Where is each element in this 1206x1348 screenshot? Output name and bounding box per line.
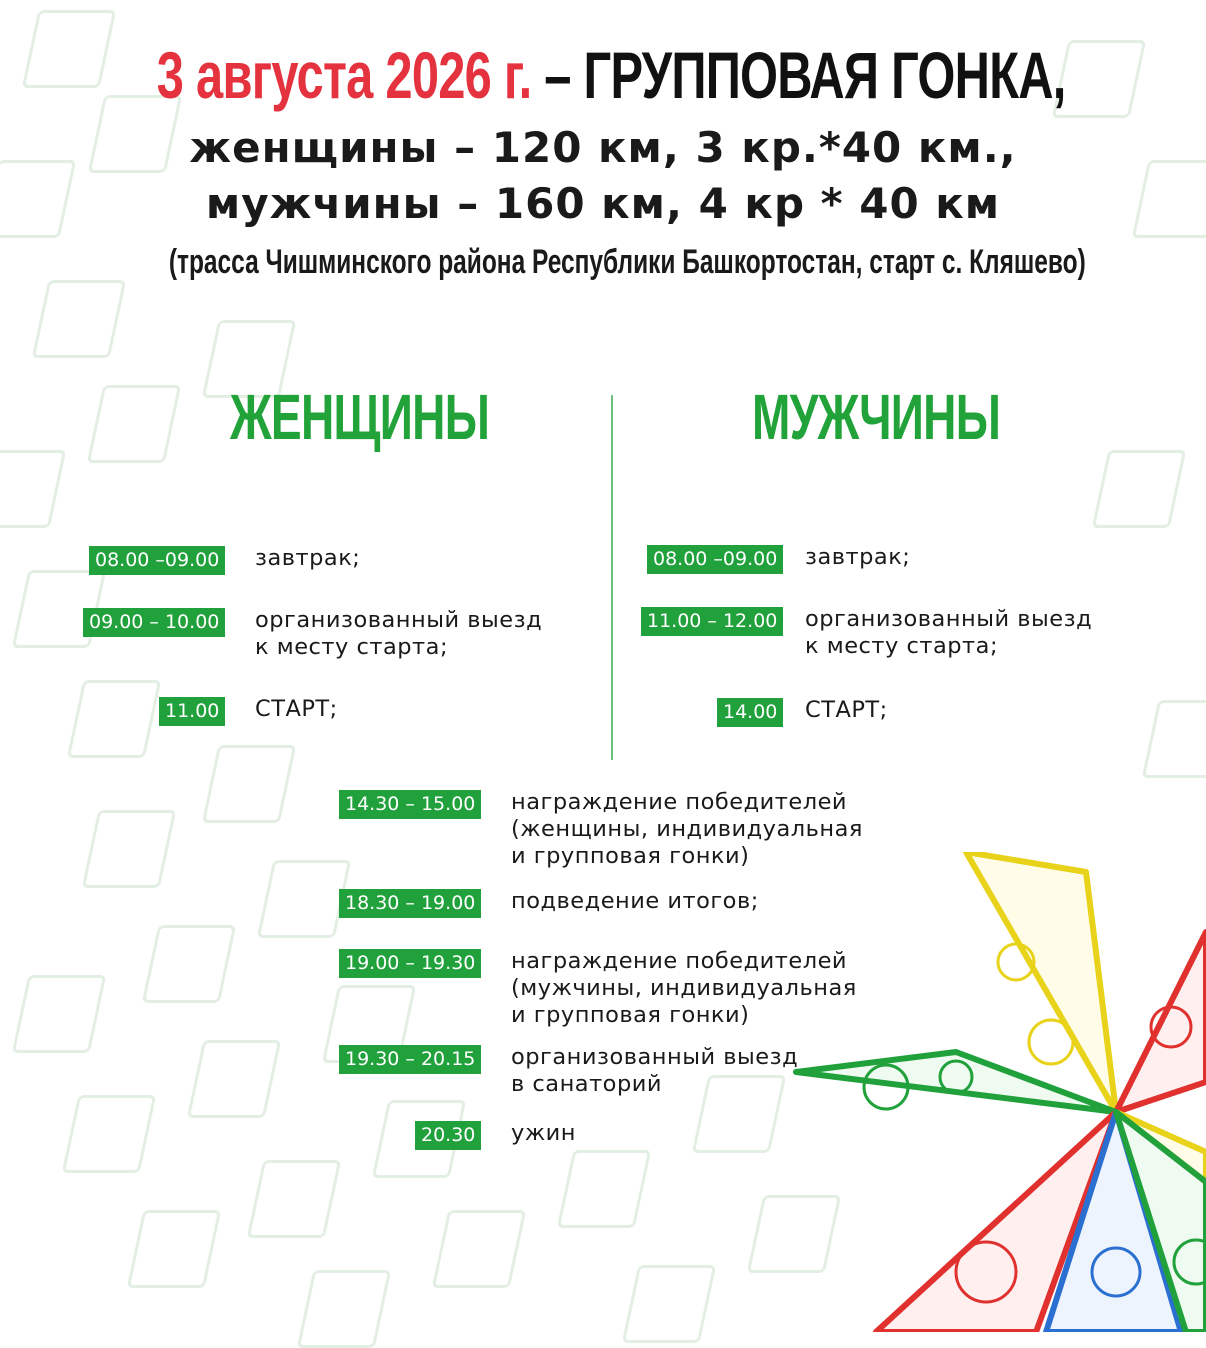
event-description [255,607,542,661]
sport-icon [622,1265,717,1343]
description-line: к месту старта; [805,633,999,659]
sport-icon [0,450,66,528]
time-badge: 19.00 – 19.30 [339,949,481,978]
sport-icon [1092,450,1187,528]
description-line: (мужчины, индивидуальная [511,975,857,1001]
description-line: в санаторий [511,1071,662,1097]
time-badge: 20.30 [415,1121,481,1150]
description-line: завтрак; [255,545,361,571]
description-line: завтрак; [805,544,911,570]
description-line: и групповая гонки) [511,843,750,869]
sport-icon [127,1210,222,1288]
description-line: награждение победителей [511,789,848,815]
column-divider [611,395,613,760]
event-description [511,888,759,915]
men-distance: мужчины – 160 км, 4 кр * 40 км [205,179,1001,228]
sport-icon [82,810,177,888]
men-heading: МУЖЧИНЫ [752,381,1001,453]
event-description [805,697,888,724]
sport-icon [247,1160,342,1238]
description-line: организованный выезд [255,607,543,633]
time-badge: 09.00 – 10.00 [83,608,225,637]
description-line: подведение итогов; [511,888,759,914]
event-description [805,544,910,571]
description-line: СТАРТ; [255,696,338,722]
sport-icon [12,975,107,1053]
description-line: организованный выезд [511,1044,799,1070]
sport-icon [432,1210,527,1288]
time-badge: 14.30 – 15.00 [339,790,481,819]
time-badge: 08.00 –09.00 [89,546,225,575]
event-title [156,30,1066,120]
event-header [0,30,1206,288]
description-line: к месту старта; [255,634,449,660]
time-badge: 18.30 – 19.00 [339,889,481,918]
sports-star-emblem [786,852,1206,1332]
sport-icon [297,1270,392,1348]
description-line: награждение победителей [511,948,848,974]
event-description [511,1044,798,1098]
star-ray-red-top [1116,932,1206,1112]
women-heading: ЖЕНЩИНЫ [230,381,490,453]
time-badge: 11.00 – 12.00 [641,607,783,636]
time-badge: 14.00 [717,698,783,727]
sport-icon [557,1150,652,1228]
women-distance: женщины – 120 км, 3 кр.*40 км., [189,123,1017,172]
description-line: СТАРТ; [805,697,888,723]
time-badge: 11.00 [159,697,225,726]
sport-icon [87,385,182,463]
event-description [511,1120,576,1147]
description-line: ужин [511,1120,576,1146]
time-badge: 19.30 – 20.15 [339,1045,481,1074]
sport-icon [32,280,127,358]
event-date: 3 августа 2026 г. [156,38,532,112]
event-description [255,696,338,723]
sport-icon [1142,700,1206,778]
sport-icon [187,1040,282,1118]
time-badge: 08.00 –09.00 [647,545,783,574]
description-line: и групповая гонки) [511,1002,750,1028]
event-description [805,606,1092,660]
event-description [255,545,360,572]
sport-icon [257,860,352,938]
race-type: – ГРУППОВАЯ ГОНКА, [531,38,1066,112]
description-line: организованный выезд [805,606,1093,632]
description-line: (женщины, индивидуальная [511,816,863,842]
sport-icon [62,1095,157,1173]
route-description: (трасса Чишминского района Республики Башкортостан, старт с. Кляшево) [168,243,1086,281]
sport-icon [202,745,297,823]
sport-icon [142,925,237,1003]
sport-icon [67,680,162,758]
